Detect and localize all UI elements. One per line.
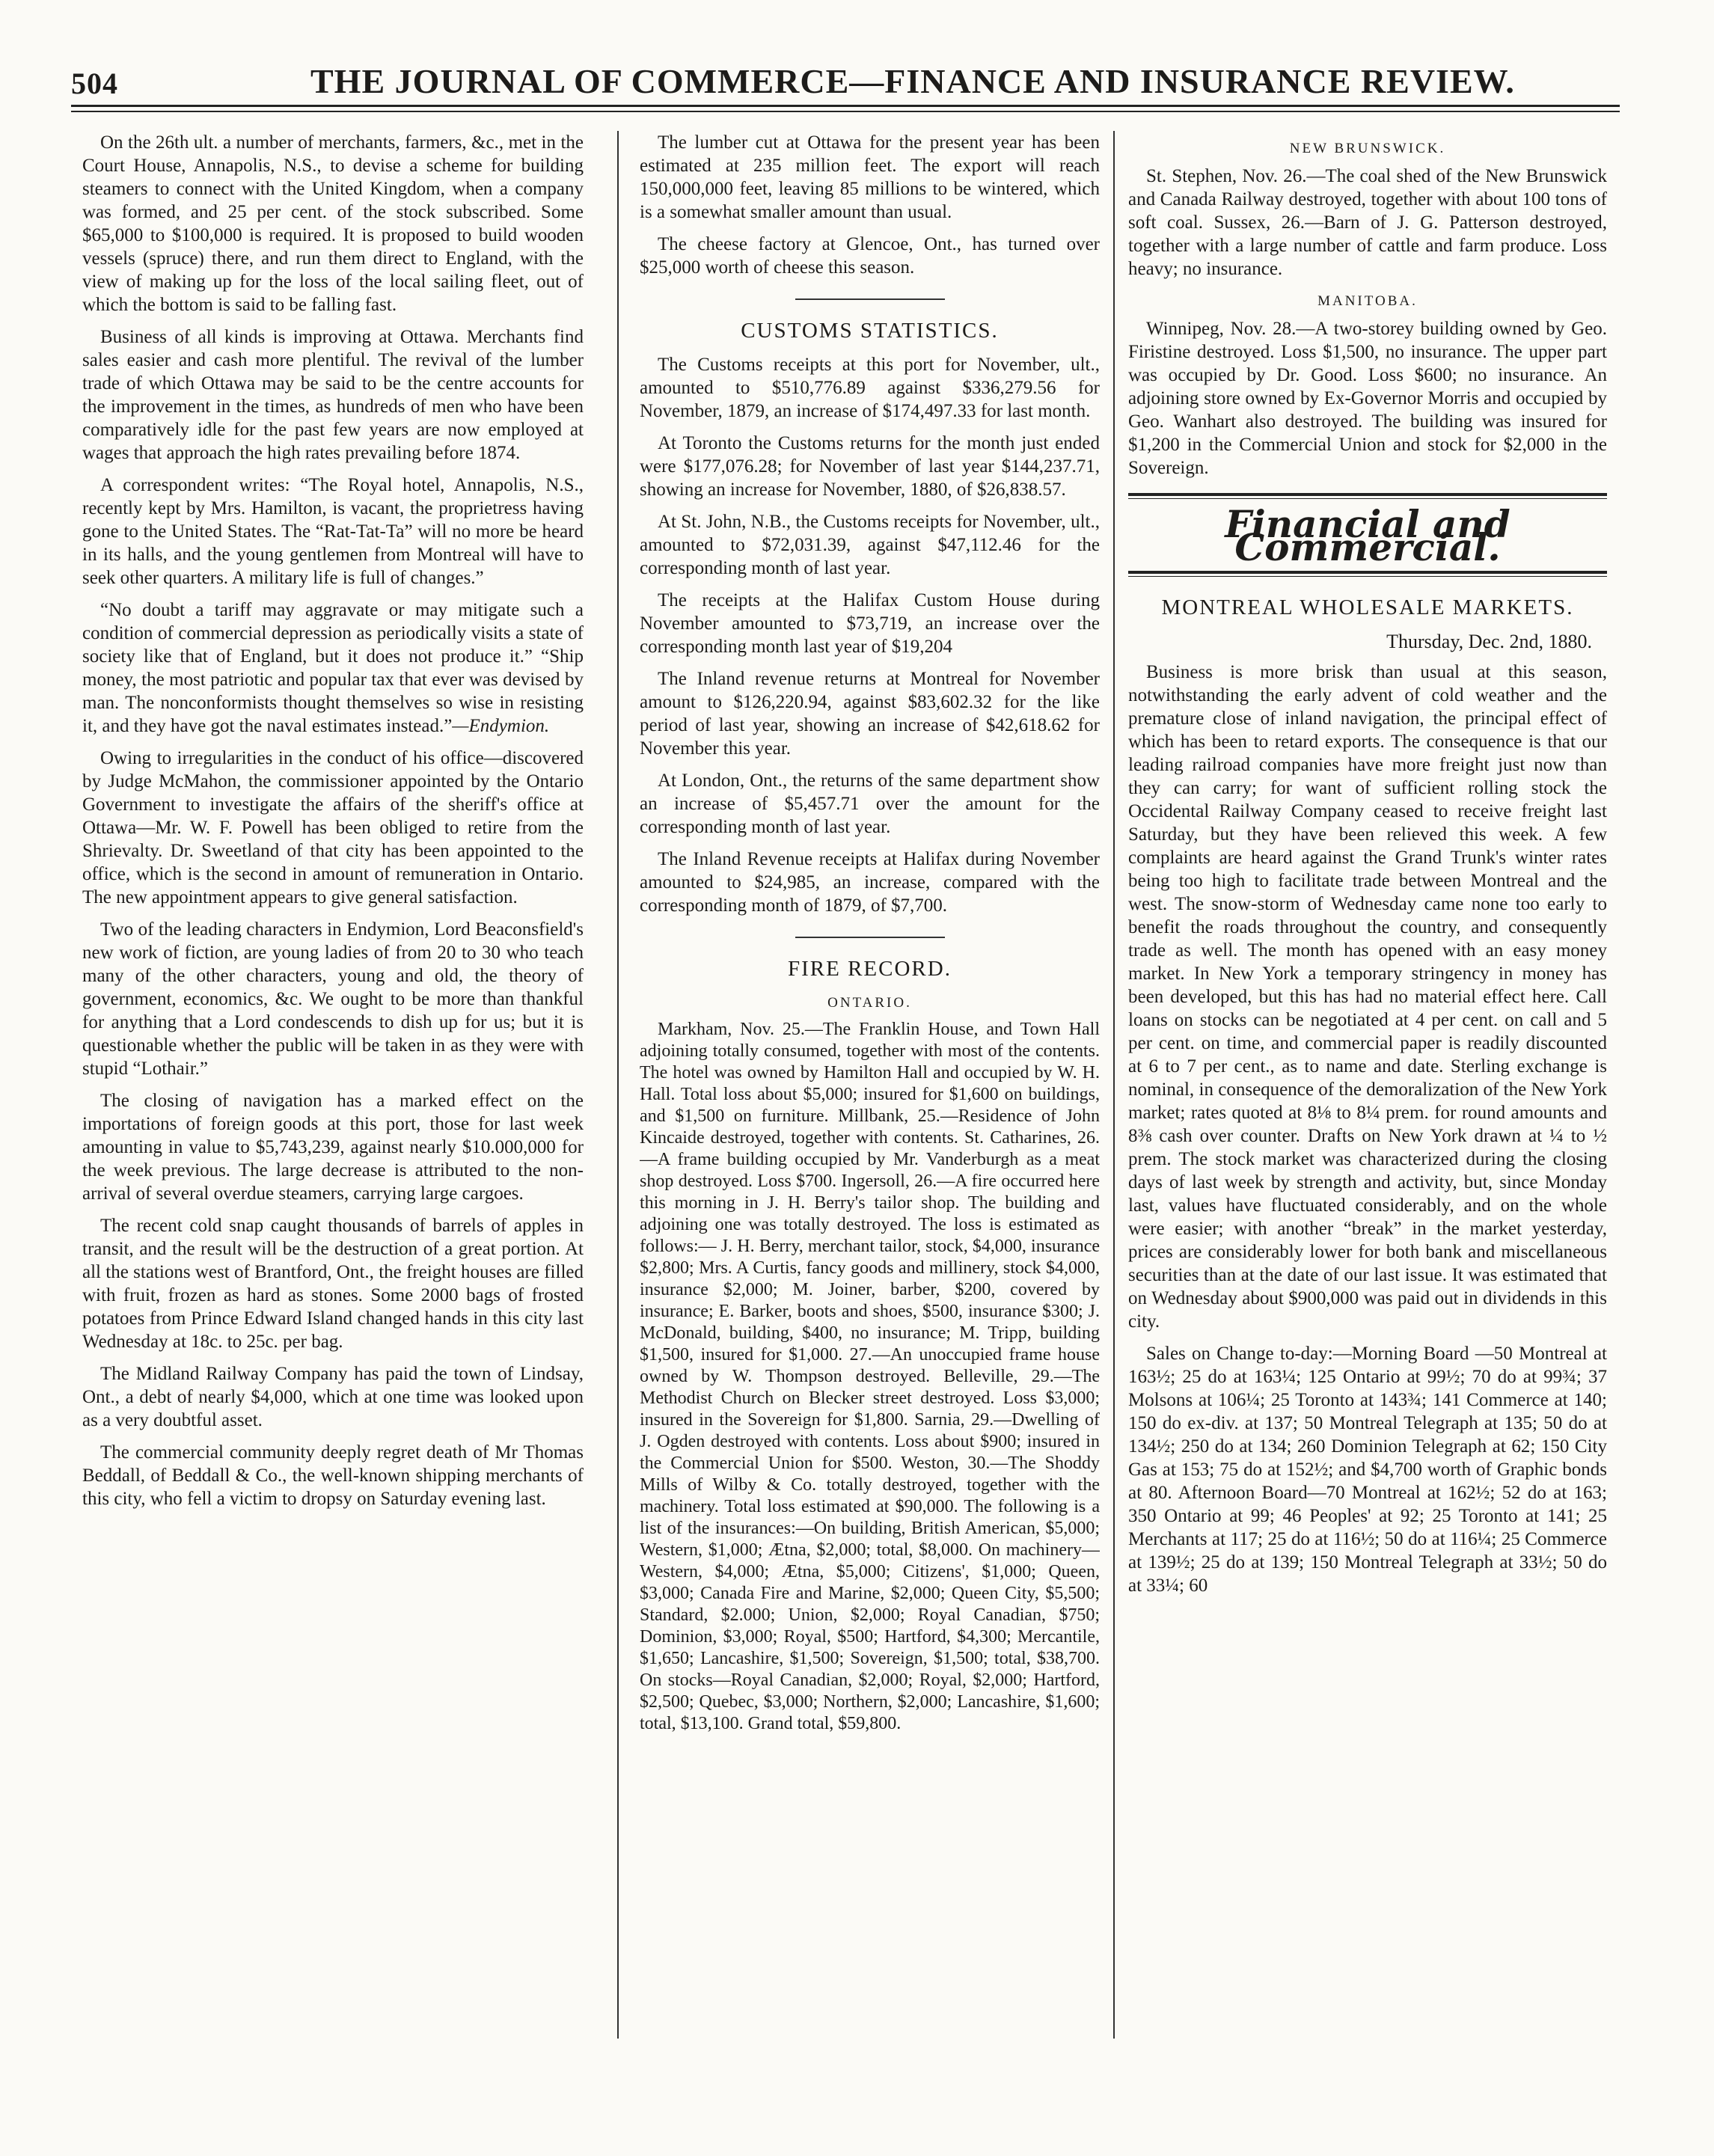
paragraph-fire-new-brunswick: St. Stephen, Nov. 26.—The coal shed of the New Brunswick and Canada Railway destroyed, together with about 100 tons of soft coal. Sussex, 26.—Barn of J. G. Patterson destroyed, together with a large number of cattle and farm produce. Loss heavy; no insurance. bbox=[1128, 166, 1607, 279]
quote-source: —Endymion. bbox=[452, 716, 550, 736]
paragraph-sheriff: Owing to irregularities in the conduct of his office—discovered by Judge McMahon, the commissioner appointed by the Ontario Government to investigate the affairs of the sheriff's office at Ottawa—Mr. W. F. Powell has been obliged to retire from the Shrievalty. Dr. Sweetland of that city has been appointed to the office, which is the second in amount of remuneration in Ontario. The new appointment appears to give general satisfaction. bbox=[82, 748, 584, 907]
page-header bbox=[71, 58, 1620, 103]
paragraph-customs-st-john: At St. John, N.B., the Customs receipts for November, ult., amounted to $72,031.39, against $47,112.46 for the corresponding month of last year. bbox=[640, 512, 1100, 578]
paragraph-london-returns: At London, Ont., the returns of the same department show an increase of $5,457.71 over the amount for the corresponding month of last year. bbox=[640, 771, 1100, 837]
financial-commercial-heading: Financial and Commercial. bbox=[1225, 502, 1511, 569]
paragraph-midland-railway: The Midland Railway Company has paid the town of Lindsay, Ont., a debt of nearly $4,000, which at one time was looked upon as a very doubtful asset. bbox=[82, 1364, 584, 1430]
column-middle bbox=[640, 131, 1100, 2074]
section-divider bbox=[795, 298, 945, 300]
section-rule bbox=[1128, 493, 1607, 499]
paragraph-sales-on-change: Sales on Change to-day:—Morning Board —50 Montreal at 163½; 25 do at 163¼; 125 Ontario at 99½; 70 do at 99¾; 37 Molsons at 106¼; 25 Toronto at 143¾; 141 Commerce at 140; 150 do ex-div. at 137; 50 Montreal Telegraph at 135; 50 do at 134½; 250 do at 134; 260 Dominion Telegraph at 62; 150 City Gas at 153; 75 do at 152½; and $4,700 worth of Graphic bonds at 80. Afternoon Board—70 Montreal at 162½; 52 do at 163; 350 Ontario at 99; 46 Peoples' at 92; 25 Toronto at 141; 25 Merchants at 117; 25 do at 116½; 50 do at 116¼; 25 Commerce at 139½; 25 do at 139; 150 Montreal Telegraph at 33½; 50 do at 33¼; 60 bbox=[1128, 1344, 1607, 1596]
paragraph-endymion: Two of the leading characters in Endymion, Lord Beaconsfield's new work of fiction, are young ladies of from 20 to 30 who teach many of the other characters, young and old, the theory of government, economics, &c. We ought to be more than thankful for anything that a Lord condescends to dish up for us; but it is questionable whether the public will be taken in as they were with stupid “Lothair.” bbox=[82, 919, 584, 1079]
paragraph-fire-manitoba: Winnipeg, Nov. 28.—A two-storey building owned by Geo. Firistine destroyed. Loss $1,500, no insurance. The upper part was occupied by Dr. Good. Loss $600; no insurance. An adjoining store owned by Ex-Governor Morris and occupied by Geo. Wanhart also destroyed. The building was insured for $1,200 in the Commercial Union and stock for $2,000 in the Sovereign. bbox=[1128, 319, 1607, 478]
paragraph-customs-toronto: At Toronto the Customs returns for the month just ended were $177,076.28; for November of last year $144,237.71, showing an increase for November, 1880, of $26,838.57. bbox=[640, 433, 1100, 500]
paragraph-market-report: Business is more brisk than usual at this season, notwithstanding the early advent of cold weather and the premature close of inland navigation, the principal effect of which has been to retard exports. The consequence is that our leading railroad companies have more freight just now than they can carry; for want of sufficient rolling stock the Occidental Railway Company ceased to receive freight last Saturday, but they have been relieved this week. A few complaints are heard against the Grand Trunk's winter rates being too high to facilitate trade between Montreal and the west. The snow-storm of Wednesday came none too early to benefit the roads throughout the country, and consequently trade as well. The month has opened with an easy money market. In New York a temporary stringency in money has been developed, but this has had no material effect here. Call loans on stocks can be negotiated at 4 per cent. on call and 5 per cent. on time, and commercial paper is readily discounted at 6 to 7 per cent., as to name and date. Sterling exchange is nominal, in consequence of the demoralization of the New York market; rates quoted at 8⅛ to 8¼ prem. for round amounts and 8⅜ cash over counter. Drafts on New York drawn at ¼ to ½ prem. The stock market was characterized during the closing days of last week by strength and activity, but, since Monday last, values have fluctuated considerably, and on the whole were easier; with another “break” in the market yesterday, prices are considerably lower for both bank and miscellaneous securities than at the date of our last issue. It was estimated that on Wednesday about $900,000 was paid out in dividends in this city. bbox=[1128, 662, 1607, 1332]
section-divider bbox=[795, 937, 945, 938]
header-rule bbox=[71, 105, 1620, 112]
column-right bbox=[1128, 131, 1607, 2074]
paragraph-customs-montreal: The Customs receipts at this port for November, ult., amounted to $510,776.89 against $336,279.56 for November, 1879, an increase of $174,497.33 for last month. bbox=[640, 355, 1100, 421]
section-rule bbox=[1128, 571, 1607, 577]
fire-record-heading: FIRE RECORD. bbox=[788, 957, 952, 981]
new-brunswick-heading: NEW BRUNSWICK. bbox=[1289, 141, 1446, 156]
manitoba-heading: MANITOBA. bbox=[1317, 293, 1418, 309]
paragraph-customs-halifax: The receipts at the Halifax Custom House during November amounted to $73,719, an increase over the corresponding month last year of $19,204 bbox=[640, 590, 1100, 657]
paragraph-navigation: The closing of navigation has a marked effect on the importations of foreign goods at this port, those for last week amounting in value to $5,743,239, against nearly $10.000,000 for the week previous. The large decrease is attributed to the non-arrival of several overdue steamers, carrying large cargoes. bbox=[82, 1091, 584, 1204]
report-date: Thursday, Dec. 2nd, 1880. bbox=[1386, 631, 1592, 652]
ontario-heading: ONTARIO. bbox=[827, 995, 912, 1011]
markets-heading: MONTREAL WHOLESALE MARKETS. bbox=[1161, 595, 1574, 619]
quote-text: “No doubt a tariff may aggravate or may mitigate such a condition of commercial depression as periodically visits a state of society like that of England, but it does not produce it.” “Ship money, the most patriotic and popular tax that ever was devised by man. The nonconformists thought themselves so wise in resisting it, and they have got the naval estimates instead.” bbox=[82, 600, 584, 736]
paragraph-lumber-cut: The lumber cut at Ottawa for the present year has been estimated at 235 million feet. The export will reach 150,000,000 feet, leaving 85 millions to be wintered, which is a somewhat smaller amount than usual. bbox=[640, 132, 1100, 222]
paragraph-cold-snap: The recent cold snap caught thousands of barrels of apples in transit, and the result will be the destruction of a great portion. At all the stations west of Brantford, Ont., the freight houses are filled with fruit, frozen as hard as stones. Some 2000 bags of frosted potatoes from Prince Edward Island changed hands in this city last Wednesday at 18c. to 25c. per bag. bbox=[82, 1216, 584, 1352]
paragraph-inland-revenue-halifax: The Inland Revenue receipts at Halifax during November amounted to $24,985, an increase, compared with the corresponding month of 1879, of $7,700. bbox=[640, 849, 1100, 916]
running-title: THE JOURNAL OF COMMERCE—FINANCE AND INSURANCE REVIEW. bbox=[310, 62, 1515, 100]
paragraph-cheese-factory: The cheese factory at Glencoe, Ont., has turned over $25,000 worth of cheese this season. bbox=[640, 234, 1100, 278]
paragraph-annapolis-steamers: On the 26th ult. a number of merchants, farmers, &c., met in the Court House, Annapolis, N.S., to devise a scheme for building steamers to connect with the United Kingdom, when a company was formed, and 25 per cent. of the stock subscribed. Some $65,000 to $100,000 is required. It is proposed to build wooden vessels (spruce) there, and run them direct to England, with the view of making up for the loss of the local sailing fleet, out of which the bottom is said to be falling fast. bbox=[82, 132, 584, 315]
paragraph-fire-ontario: Markham, Nov. 25.—The Franklin House, and Town Hall adjoining totally consumed, together with most of the contents. The hotel was owned by Hamilton Hall and occupied by W. H. Hall. Total loss about $5,000; insured for $1,600 on buildings, and $1,500 on furniture. Millbank, 25.—Residence of John Kincaide destroyed, together with contents. St. Catharines, 26.—A frame building occupied by Mr. Vanderburgh as a meat shop destroyed. Loss $700. Ingersoll, 26.—A fire occurred here this morning in J. H. Berry's tailor shop. The building and adjoining one was totally destroyed. The loss is estimated as follows:— J. H. Berry, merchant tailor, stock, $4,000, insurance $2,800; Mrs. A Curtis, fancy goods and millinery, stock $4,000, insurance $2,000; M. Joiner, barber, $200, covered by insurance; E. Barker, boots and shoes, $500, insurance $300; J. McDonald, building, $400, no insurance; M. Tripp, building $1,500, insured for $1,000. 27.—An unoccupied frame house owned by W. Thompson destroyed. Belleville, 29.—The Methodist Church on Blecker street destroyed. Loss $3,000; insured in the Sovereign for $1,800. Sarnia, 29.—Dwelling of J. Ogden destroyed with contents. Loss about $900; insured in the Commercial Union for $500. Weston, 30.—The Shoddy Mills of Wilby & Co. totally destroyed, together with the machinery. Total loss estimated at $90,000. The following is a list of the insurances:—On building, British American, $5,000; Western, $1,000; Ætna, $2,000; total, $8,000. On machinery—Western, $4,000; Ætna, $5,000; Citizens', $1,000; Queen, $3,000; Canada Fire and Marine, $2,000; Queen City, $5,500; Standard, $2.000; Union, $2,000; Royal Canadian, $750; Dominion, $3,000; Royal, $500; Hartford, $4,300; Mercantile, $1,650; Lancashire, $1,500; Sovereign, $1,500; total, $38,700. On stocks—Royal Canadian, $2,000; Royal, $2,000; Hartford, $2,500; Quebec, $3,000; Northern, $2,000; Lancashire, $1,600; total, $13,100. Grand total, $59,800. bbox=[640, 1020, 1100, 1733]
column-rule-2 bbox=[1113, 131, 1115, 2039]
paragraph-inland-revenue-montreal: The Inland revenue returns at Montreal for November amount to $126,220.94, against $83,602.32 for the like period of last year, showing an increase of $42,618.62 for November this year. bbox=[640, 669, 1100, 759]
paragraph-beddall: The commercial community deeply regret death of Mr Thomas Beddall, of Beddall & Co., the well-known shipping merchants of this city, who fell a victim to dropsy on Saturday evening last. bbox=[82, 1442, 584, 1509]
customs-heading: CUSTOMS STATISTICS. bbox=[741, 319, 999, 343]
column-rule-1 bbox=[617, 131, 619, 2039]
column-left bbox=[82, 131, 584, 2074]
page-number: 504 bbox=[71, 67, 118, 100]
paragraph-royal-hotel: A correspondent writes: “The Royal hotel, Annapolis, N.S., recently kept by Mrs. Hamilton, is vacant, the proprietress having gone to the United States. The “Rat-Tat-Ta” will no more be heard in its halls, and the young gentlemen from Montreal will have to seek other quarters. A military life is full of changes.” bbox=[82, 475, 584, 588]
paragraph-tariff-quote bbox=[82, 598, 584, 738]
paragraph-ottawa-business: Business of all kinds is improving at Ottawa. Merchants find sales easier and cash more plentiful. The revival of the lumber trade of which Ottawa may be said to be the centre accounts for the improvement in the times, as hundreds of men who have been comparatively idle for the past few years are now employed at wages that approach the high rates prevailing before 1874. bbox=[82, 327, 584, 463]
